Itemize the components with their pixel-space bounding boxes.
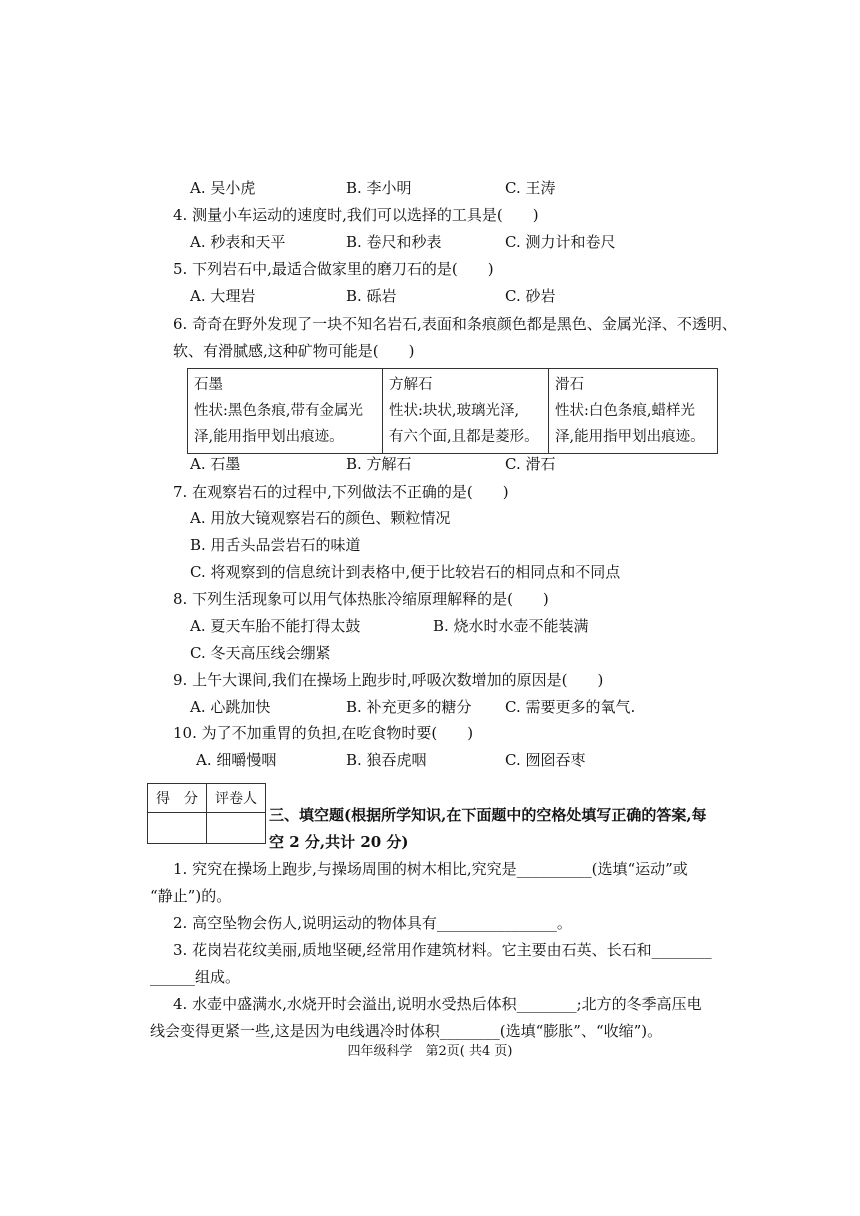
fill-3-line2: ______组成。 — [150, 968, 241, 986]
fill-2: 2. 高空坠物会伤人,说明运动的物体具有________________。 — [173, 914, 572, 932]
score-label: 得 分 — [148, 784, 207, 813]
mineral-desc-line1: 性状:块状,玻璃光泽, — [389, 403, 520, 419]
q9-option-a: A. 心跳加快 — [190, 698, 271, 716]
question-7: 7. 在观察岩石的过程中,下列做法不正确的是( ) — [173, 483, 509, 501]
mineral-desc-line1: 性状:白色条痕,蜡样光 — [555, 403, 695, 419]
mineral-cell-graphite — [188, 369, 383, 454]
grader-cell — [207, 813, 266, 844]
question-6-line2: 软、有滑腻感,这种矿物可能是( ) — [173, 342, 415, 360]
q9-option-b: B. 补充更多的糖分 — [346, 698, 472, 716]
q3-option-c: C. 王涛 — [505, 179, 556, 197]
q7-option-b: B. 用舌头品尝岩石的味道 — [190, 536, 361, 554]
mineral-desc-line2: 泽,能用指甲划出痕迹。 — [194, 429, 344, 445]
q10-option-b: B. 狼吞虎咽 — [346, 751, 427, 769]
fill-1-line1: 1. 究究在操场上跑步,与操场周围的树木相比,究究是__________(选填“运动”或 — [173, 860, 688, 878]
q8-option-b: B. 烧水时水壶不能装满 — [433, 617, 589, 635]
fill-4-line2: 线会变得更紧一些,这是因为电线遇冷时体积________(选填“膨胀”、“收缩”)。 — [150, 1022, 663, 1040]
q4-option-a: A. 秒表和天平 — [190, 233, 286, 251]
grader-label: 评卷人 — [207, 784, 266, 813]
fill-1-line2: “静止”)的。 — [150, 887, 232, 905]
q9-option-c: C. 需要更多的氧气. — [505, 698, 636, 716]
mineral-cell-calcite — [383, 369, 549, 454]
mineral-desc-line1: 性状:黑色条痕,带有金属光 — [194, 403, 363, 419]
question-5: 5. 下列岩石中,最适合做家里的磨刀石的是( ) — [173, 260, 494, 278]
question-8: 8. 下列生活现象可以用气体热胀冷缩原理解释的是( ) — [173, 590, 549, 608]
q8-option-a: A. 夏天车胎不能打得太鼓 — [190, 617, 361, 635]
question-10: 10. 为了不加重胃的负担,在吃食物时要( ) — [173, 724, 474, 742]
q5-option-c: C. 砂岩 — [505, 287, 556, 305]
section-3-heading-line1: 三、填空题(根据所学知识,在下面题中的空格处填写正确的答案,每 — [269, 806, 707, 824]
mineral-name: 石墨 — [194, 377, 223, 393]
q10-option-a: A. 细嚼慢咽 — [196, 751, 277, 769]
q3-option-b: B. 李小明 — [346, 179, 412, 197]
q7-option-c: C. 将观察到的信息统计到表格中,便于比较岩石的相同点和不同点 — [190, 563, 621, 581]
mineral-name: 方解石 — [389, 377, 433, 393]
score-box — [147, 783, 266, 844]
mineral-name: 滑石 — [555, 377, 584, 393]
q6-option-c: C. 滑石 — [505, 455, 556, 473]
mineral-table — [187, 368, 718, 454]
question-4: 4. 测量小车运动的速度时,我们可以选择的工具是( ) — [173, 206, 539, 224]
mineral-cell-talc — [549, 369, 718, 454]
q5-option-a: A. 大理岩 — [190, 287, 256, 305]
q8-option-c: C. 冬天高压线会绷紧 — [190, 644, 331, 662]
q5-option-b: B. 砾岩 — [346, 287, 397, 305]
q4-option-b: B. 卷尺和秒表 — [346, 233, 442, 251]
q6-option-b: B. 方解石 — [346, 455, 412, 473]
fill-4-line1: 4. 水壶中盛满水,水烧开时会溢出,说明水受热后体积________;北方的冬季高压电 — [173, 995, 702, 1013]
q10-option-c: C. 囫囵吞枣 — [505, 751, 586, 769]
question-9: 9. 上午大课间,我们在操场上跑步时,呼吸次数增加的原因是( ) — [173, 671, 604, 689]
question-6-line1: 6. 奇奇在野外发现了一块不知名岩石,表面和条痕颜色都是黑色、金属光泽、不透明、 — [173, 315, 737, 333]
q7-option-a: A. 用放大镜观察岩石的颜色、颗粒情况 — [190, 509, 451, 527]
q4-option-c: C. 测力计和卷尺 — [505, 233, 616, 251]
q6-option-a: A. 石墨 — [190, 455, 241, 473]
page-footer: 四年级科学 第2页( 共4 页) — [347, 1044, 513, 1059]
q3-option-a: A. 吴小虎 — [190, 179, 256, 197]
mineral-desc-line2: 有六个面,且都是菱形。 — [389, 429, 539, 445]
fill-3-line1: 3. 花岗岩花纹美丽,质地坚硬,经常用作建筑材料。它主要由石英、长石和________ — [173, 941, 712, 959]
section-3-heading-line2: 空 2 分,共计 20 分) — [269, 833, 409, 851]
score-cell — [148, 813, 207, 844]
mineral-desc-line2: 泽,能用指甲划出痕迹。 — [555, 429, 705, 445]
